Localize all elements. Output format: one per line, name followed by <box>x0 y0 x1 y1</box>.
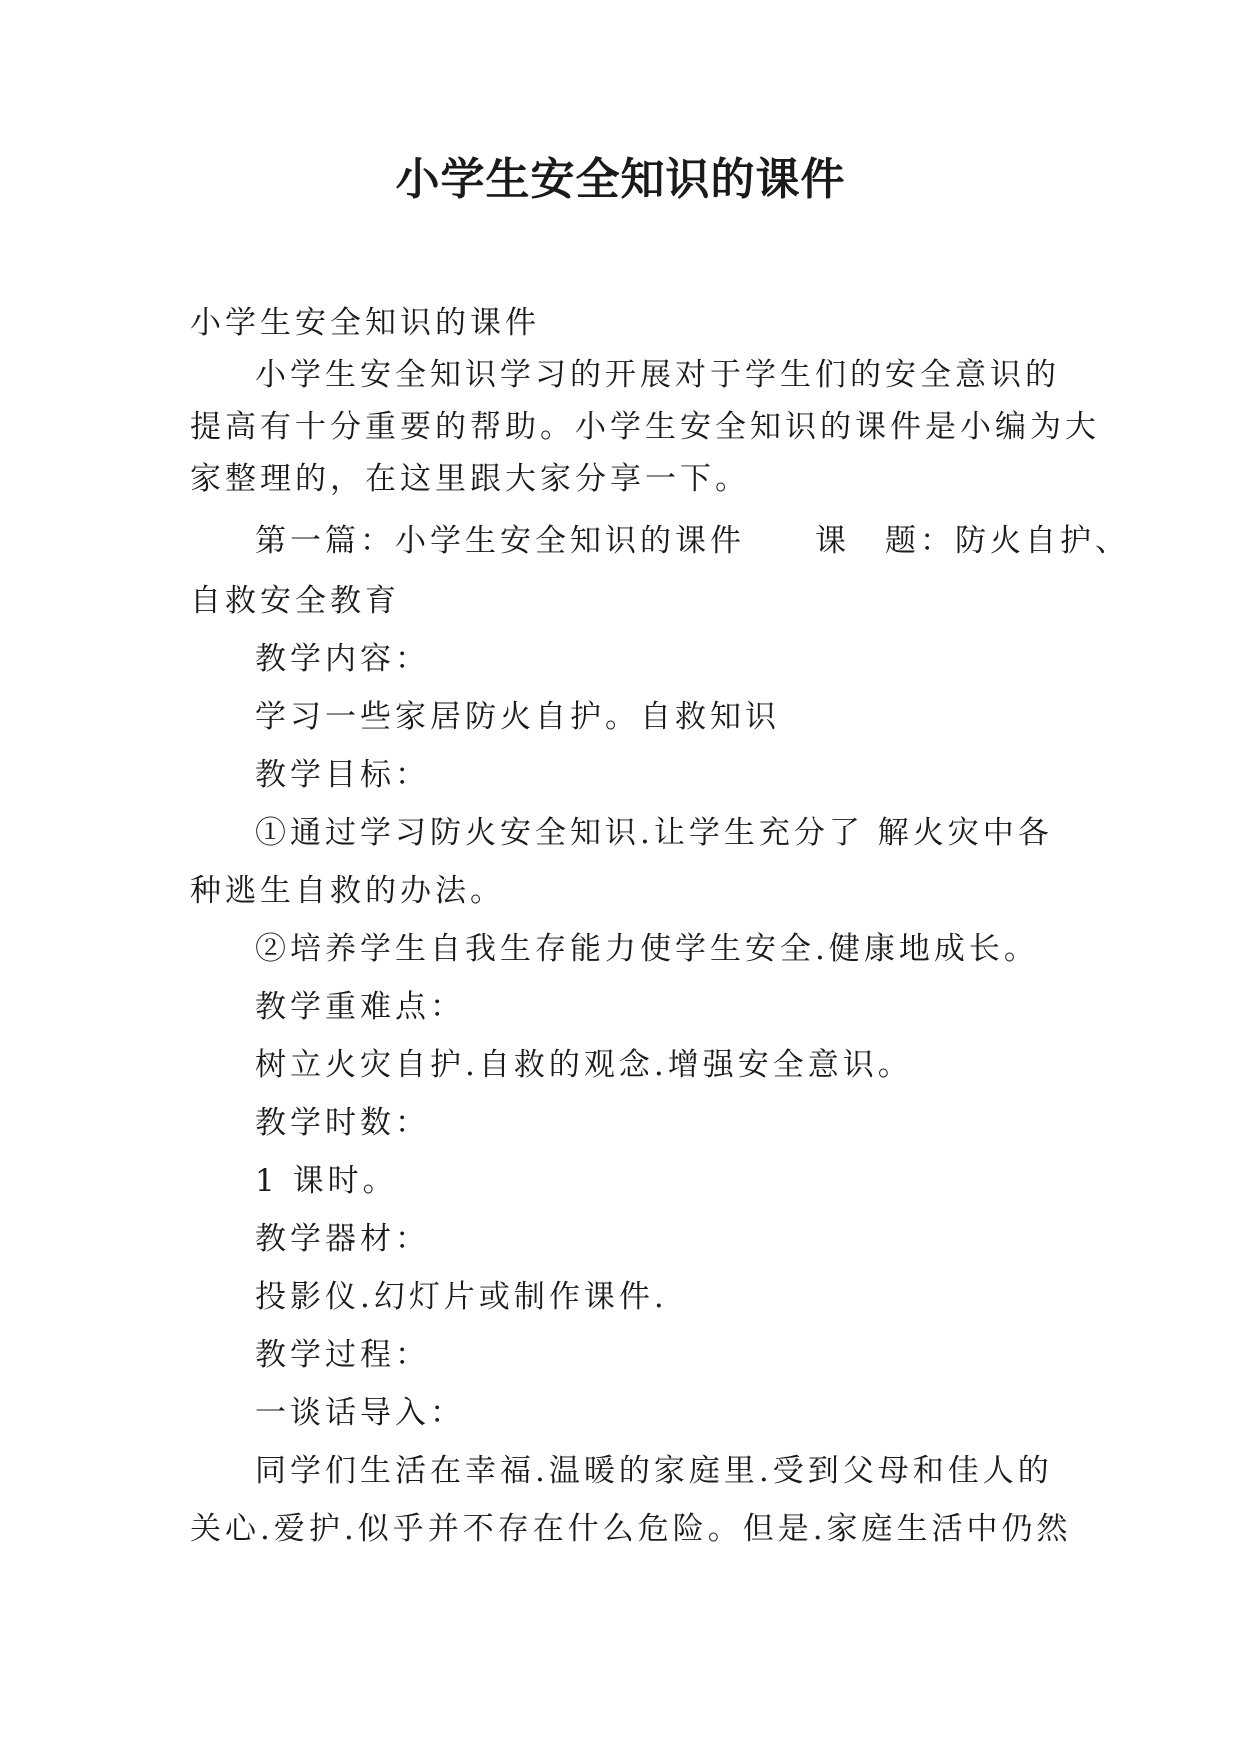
body-line: ①通过学习防火安全知识.让学生充分了 解火灾中各 <box>255 815 1053 851</box>
body-line: 教学器材： <box>255 1221 430 1257</box>
body-line: 教学目标： <box>255 757 430 793</box>
body-line: 同学们生活在幸福.温暖的家庭里.受到父母和佳人的 <box>255 1453 1053 1489</box>
body-line: 一谈话导入： <box>255 1395 465 1431</box>
body-line: 投影仪.幻灯片或制作课件. <box>255 1279 668 1315</box>
body-line: 学习一些家居防火自护。自救知识 <box>255 699 780 735</box>
body-line: 教学时数： <box>255 1105 430 1141</box>
body-line: 第一篇：小学生安全知识的课件 课 题：防火自护、 <box>255 523 1130 559</box>
body-line: 种逃生自救的办法。 <box>190 873 505 909</box>
body-line: 教学重难点： <box>255 989 465 1025</box>
body-line: 教学过程： <box>255 1337 430 1373</box>
body-line: 家整理的，在这里跟大家分享一下。 <box>190 461 750 497</box>
body-line: 树立火灾自护.自救的观念.增强安全意识。 <box>255 1047 913 1083</box>
body-line: 小学生安全知识学习的开展对于学生们的安全意识的 <box>255 357 1060 393</box>
body-line: 教学内容： <box>255 641 430 677</box>
body-line: 1 课时。 <box>255 1163 398 1199</box>
body-line: ②培养学生自我生存能力使学生安全.健康地成长。 <box>255 931 1039 967</box>
body-line: 自救安全教育 <box>190 583 400 619</box>
document-title: 小学生安全知识的课件 <box>395 154 846 205</box>
body-line: 小学生安全知识的课件 <box>190 305 540 341</box>
body-line: 提高有十分重要的帮助。小学生安全知识的课件是小编为大 <box>190 409 1100 445</box>
body-line: 关心.爱护.似乎并不存在什么危险。但是.家庭生活中仍然 <box>190 1511 1072 1547</box>
